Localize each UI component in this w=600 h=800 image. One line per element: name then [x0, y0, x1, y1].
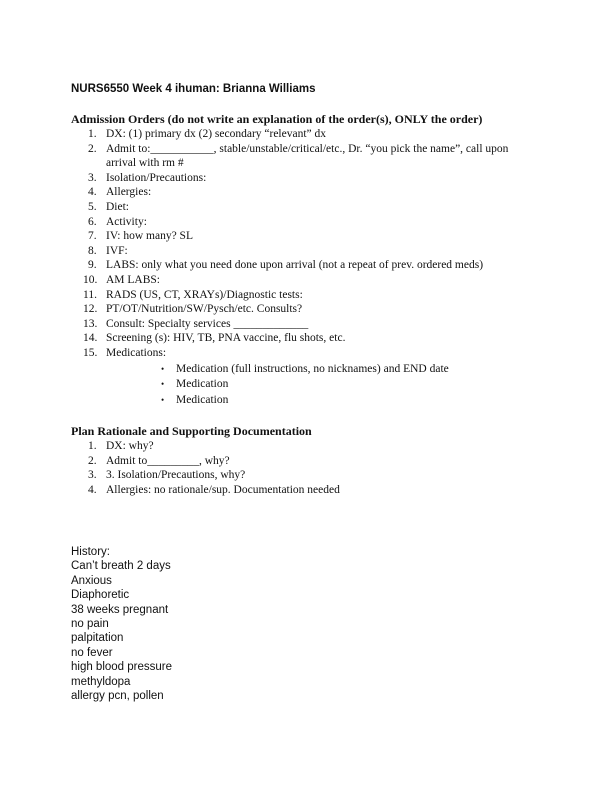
history-heading: History: [71, 546, 110, 558]
list-item [71, 288, 541, 303]
list-number: 12. [83, 303, 98, 316]
list-text: Medications: [106, 346, 167, 359]
history-line: no pain [71, 618, 109, 631]
list-number: 7. [88, 230, 97, 243]
list-number: 3. [88, 469, 97, 482]
list-number: 1. [88, 440, 97, 452]
list-number: 2. [88, 454, 97, 467]
list-item [71, 331, 541, 346]
bullet-icon: • [161, 394, 165, 405]
list-item [141, 377, 541, 393]
history-line: methyldopa [71, 675, 131, 688]
list-number: 4. [88, 483, 97, 496]
list-text: Consult: Specialty services _____________ [106, 317, 309, 330]
list-number: 13. [83, 317, 98, 330]
list-text: LABS: only what you need done upon arrival (not a repeat of prev. ordered meds) [106, 259, 484, 272]
history-line: palpitation [71, 632, 124, 645]
list-item [71, 468, 541, 483]
history-section [71, 545, 172, 703]
list-text: Medication [176, 393, 229, 406]
list-text: Isolation/Precautions: [106, 171, 207, 184]
history-line: allergy pcn, pollen [71, 690, 164, 703]
list-text: AM LABS: [106, 273, 160, 286]
plan-rationale-list [71, 439, 541, 497]
list-item [71, 244, 541, 259]
list-number: 14. [83, 332, 98, 345]
list-text: PT/OT/Nutrition/SW/Pysch/etc. Consults? [106, 303, 303, 316]
list-text: Allergies: [106, 186, 152, 199]
history-line: no fever [71, 646, 113, 659]
list-text: Activity: [106, 215, 147, 228]
list-text: Medication [176, 378, 229, 391]
list-text: 3. Isolation/Precautions, why? [106, 469, 246, 482]
medication-list [141, 362, 541, 409]
list-item [71, 127, 541, 142]
list-text: Admit to:___________, stable/unstable/critical/etc., Dr. “you pick the name”, call upon arrival with rm # [106, 142, 509, 170]
list-item [71, 142, 541, 171]
list-number: 4. [88, 186, 97, 199]
list-item [71, 215, 541, 230]
list-text: Diet: [106, 200, 129, 213]
list-item [141, 362, 541, 378]
list-item [71, 317, 541, 332]
admission-orders-list [71, 127, 541, 408]
list-text: Admit to_________, why? [106, 454, 230, 467]
list-item [141, 393, 541, 409]
list-item [71, 258, 541, 273]
list-number: 10. [83, 273, 98, 286]
list-number: 1. [88, 128, 97, 140]
list-item [71, 229, 541, 244]
list-item [71, 302, 541, 317]
history-line: high blood pressure [71, 661, 173, 674]
history-line: 38 weeks pregnant [71, 603, 169, 616]
admission-orders-heading: Admission Orders (do not write an explanation of the order(s), ONLY the order) [71, 112, 483, 126]
list-text: Allergies: no rationale/sup. Documentation needed [106, 483, 340, 496]
document-title: NURS6550 Week 4 ihuman: Brianna Williams [71, 83, 316, 95]
plan-rationale-heading: Plan Rationale and Supporting Documentation [71, 424, 312, 438]
history-line: Can’t breath 2 days [71, 560, 171, 573]
list-text: IVF: [106, 244, 128, 257]
list-number: 5. [88, 200, 97, 213]
history-line: Anxious [71, 574, 112, 587]
list-text: Medication (full instructions, no nicknames) and END date [176, 362, 449, 375]
list-item [71, 439, 541, 454]
list-item [71, 185, 541, 200]
list-item [71, 273, 541, 288]
list-number: 11. [83, 288, 97, 301]
list-number: 15. [83, 346, 98, 359]
list-number: 6. [88, 215, 97, 228]
list-number: 3. [88, 171, 97, 184]
list-item [71, 346, 541, 408]
list-item [71, 171, 541, 186]
list-number: 2. [88, 142, 97, 155]
list-item [71, 200, 541, 215]
list-text: DX: why? [106, 440, 154, 452]
list-number: 9. [88, 259, 97, 272]
bullet-icon: • [161, 363, 165, 374]
list-text: RADS (US, CT, XRAYs)/Diagnostic tests: [106, 288, 303, 301]
list-item [71, 483, 541, 498]
list-text: Screening (s): HIV, TB, PNA vaccine, flu shots, etc. [106, 332, 346, 345]
list-text: DX: (1) primary dx (2) secondary “relevant” dx [106, 128, 327, 140]
list-text: IV: how many? SL [106, 230, 193, 243]
list-item [71, 454, 541, 469]
list-number: 8. [88, 244, 97, 257]
history-line: Diaphoretic [71, 589, 130, 602]
bullet-icon: • [161, 379, 165, 390]
